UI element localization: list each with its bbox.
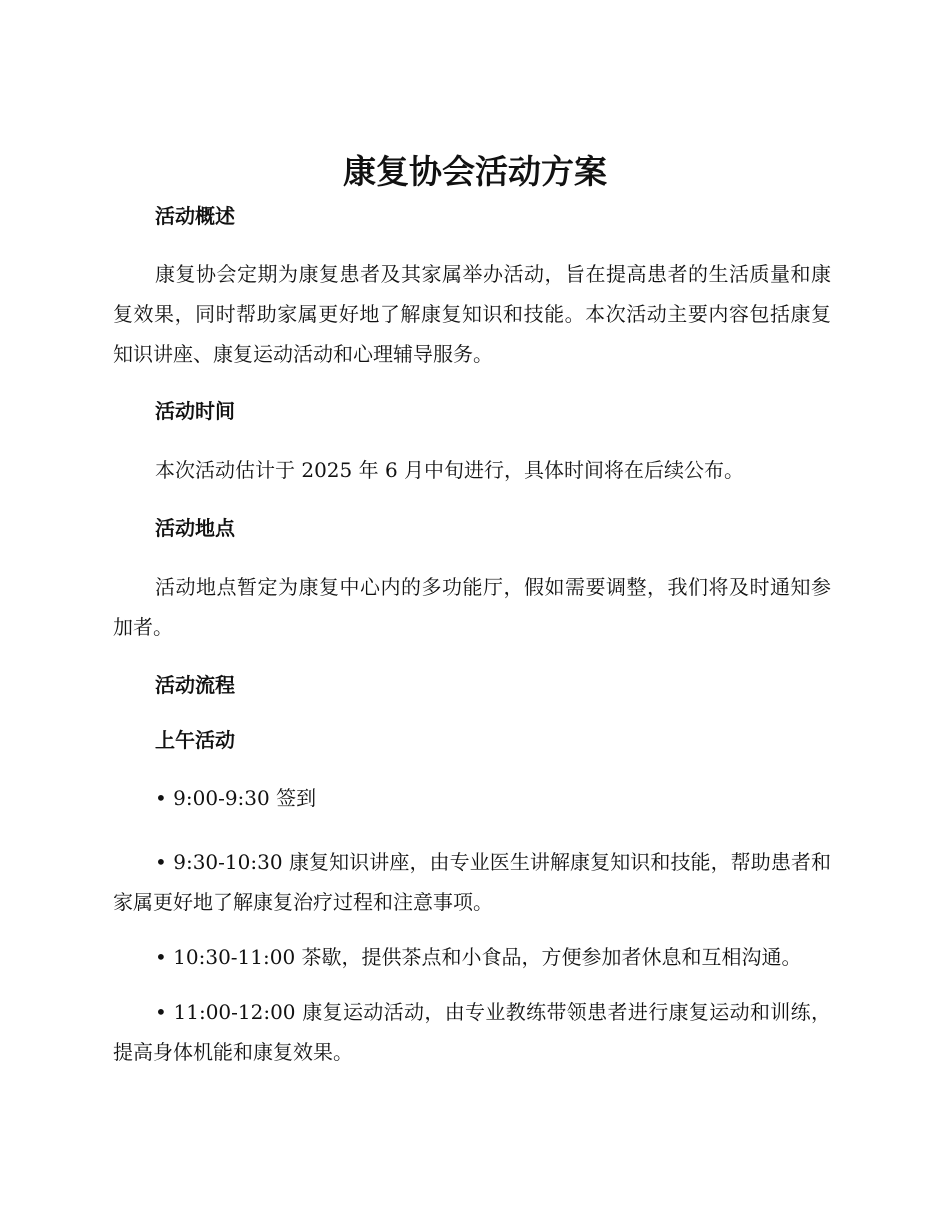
section-heading-flow: 活动流程 (155, 673, 235, 697)
schedule-item-signin: • 9:00-9:30 签到 (155, 786, 317, 810)
schedule-item-exercise: • 11:00-12:00 康复运动活动，由专业教练带领患者进行康复运动和训练，提高身体机能和康复效果。 (113, 1000, 831, 1064)
overview-paragraph: 康复协会定期为康复患者及其家属举办活动，旨在提高患者的生活质量和康复效果，同时帮助家属更好地了解康复知识和技能。本次活动主要内容包括康复知识讲座、康复运动活动和心理辅导服务。 (113, 262, 831, 366)
section-heading-time: 活动时间 (155, 399, 235, 423)
place-paragraph: 活动地点暂定为康复中心内的多功能厅，假如需要调整，我们将及时通知参加者。 (113, 575, 831, 639)
subsection-heading-morning: 上午活动 (155, 728, 235, 752)
section-heading-overview: 活动概述 (155, 204, 235, 228)
document-body (113, 196, 831, 1072)
section-heading-place: 活动地点 (155, 516, 235, 540)
document-title: 康复协会活动方案 (343, 152, 607, 191)
schedule-item-lecture: • 9:30-10:30 康复知识讲座，由专业医生讲解康复知识和技能，帮助患者和家属更好地了解康复治疗过程和注意事项。 (113, 850, 831, 914)
time-paragraph: 本次活动估计于 2025 年 6 月中旬进行，具体时间将在后续公布。 (155, 458, 745, 482)
schedule-item-tea-break: • 10:30-11:00 茶歇，提供茶点和小食品，方便参加者休息和互相沟通。 (155, 945, 802, 969)
